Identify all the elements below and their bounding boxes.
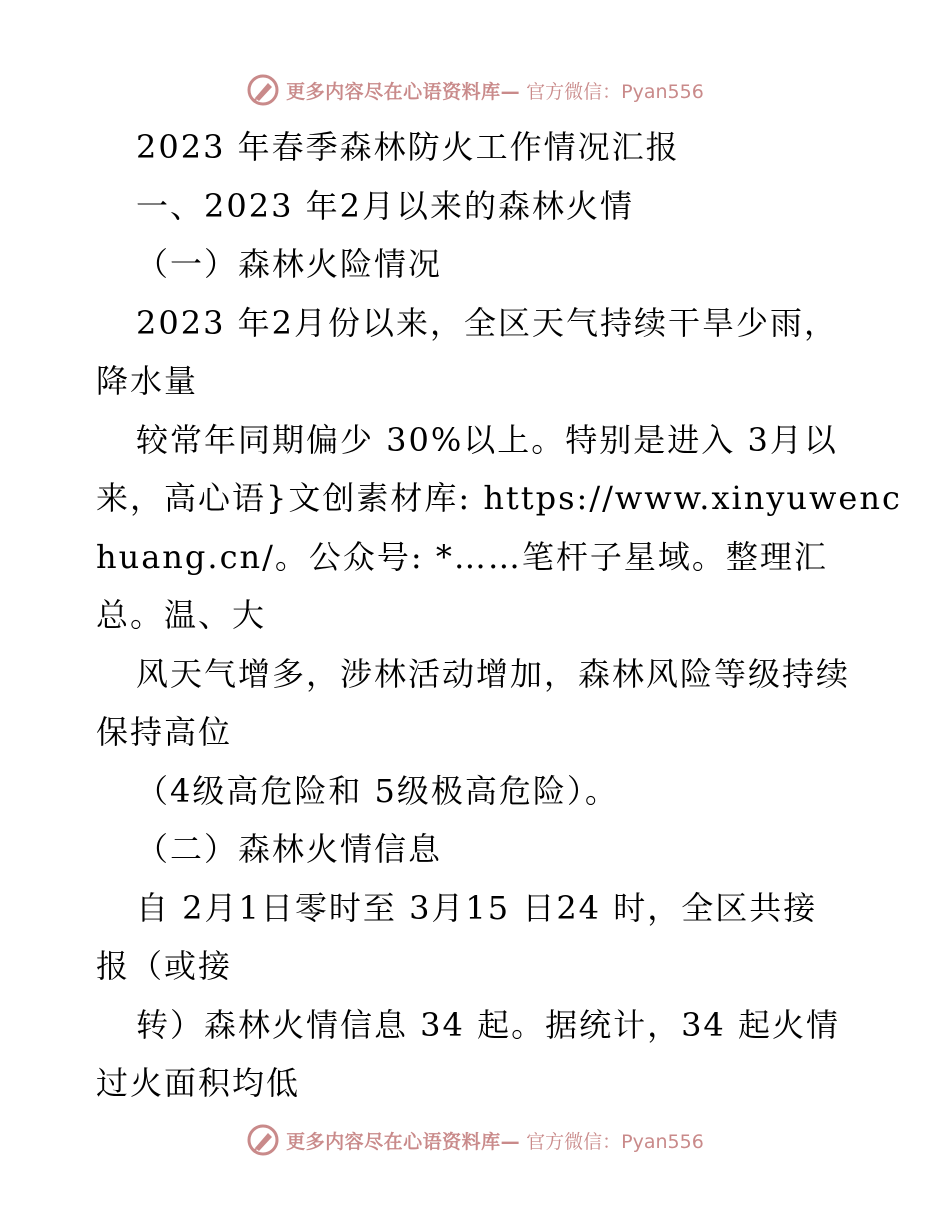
watermark-wechat: 官方微信：Pyan556: [526, 1130, 704, 1153]
paragraph-line: 2023 年2月份以来，全区天气持续干旱少雨，: [136, 303, 838, 342]
paragraph-line: 自 2月1日零时至 3月15 日24 时，全区共接: [136, 888, 818, 927]
watermark-header: [0, 68, 950, 112]
section-heading: 一、2023 年2月以来的森林火情: [136, 186, 634, 225]
paragraph-line: 保持高位: [96, 713, 233, 751]
paragraph-line: 总。温、大: [96, 596, 267, 634]
watermark-text: 更多内容尽在心语资料库—: [286, 80, 521, 103]
subsection-heading: （二）森林火情信息: [136, 830, 443, 868]
pen-logo-icon: [246, 73, 280, 107]
watermark-footer: [0, 1118, 950, 1162]
paragraph-line: 风天气增多，涉林活动增加，森林风险等级持续: [136, 654, 851, 693]
watermark-wechat: 官方微信：Pyan556: [526, 80, 704, 103]
paragraph-line: 报（或接: [96, 947, 233, 985]
watermark-text: 更多内容尽在心语资料库—: [286, 1130, 521, 1153]
paragraph-line: 来，高心语}文创素材库: https://www.xinyuwenc: [96, 479, 902, 517]
paragraph-line: 转）森林火情信息 34 起。据统计，34 起火情: [136, 1005, 840, 1044]
paragraph-line: （4级高危险和 5级极高危险）。: [136, 771, 619, 810]
paragraph-line: 降水量: [96, 362, 199, 400]
paragraph-line: 较常年同期偏少 30%以上。特别是进入 3月以: [136, 420, 838, 459]
paragraph-line: huang.cn/。公众号: *……笔杆子星域。整理汇: [96, 537, 828, 576]
subsection-heading: （一）森林火险情况: [136, 245, 443, 283]
document-title: 2023 年春季森林防火工作情况汇报: [136, 128, 680, 166]
pen-logo-icon: [246, 1123, 280, 1157]
document-body: [96, 118, 902, 1113]
paragraph-line: 过火面积均低: [96, 1064, 301, 1102]
